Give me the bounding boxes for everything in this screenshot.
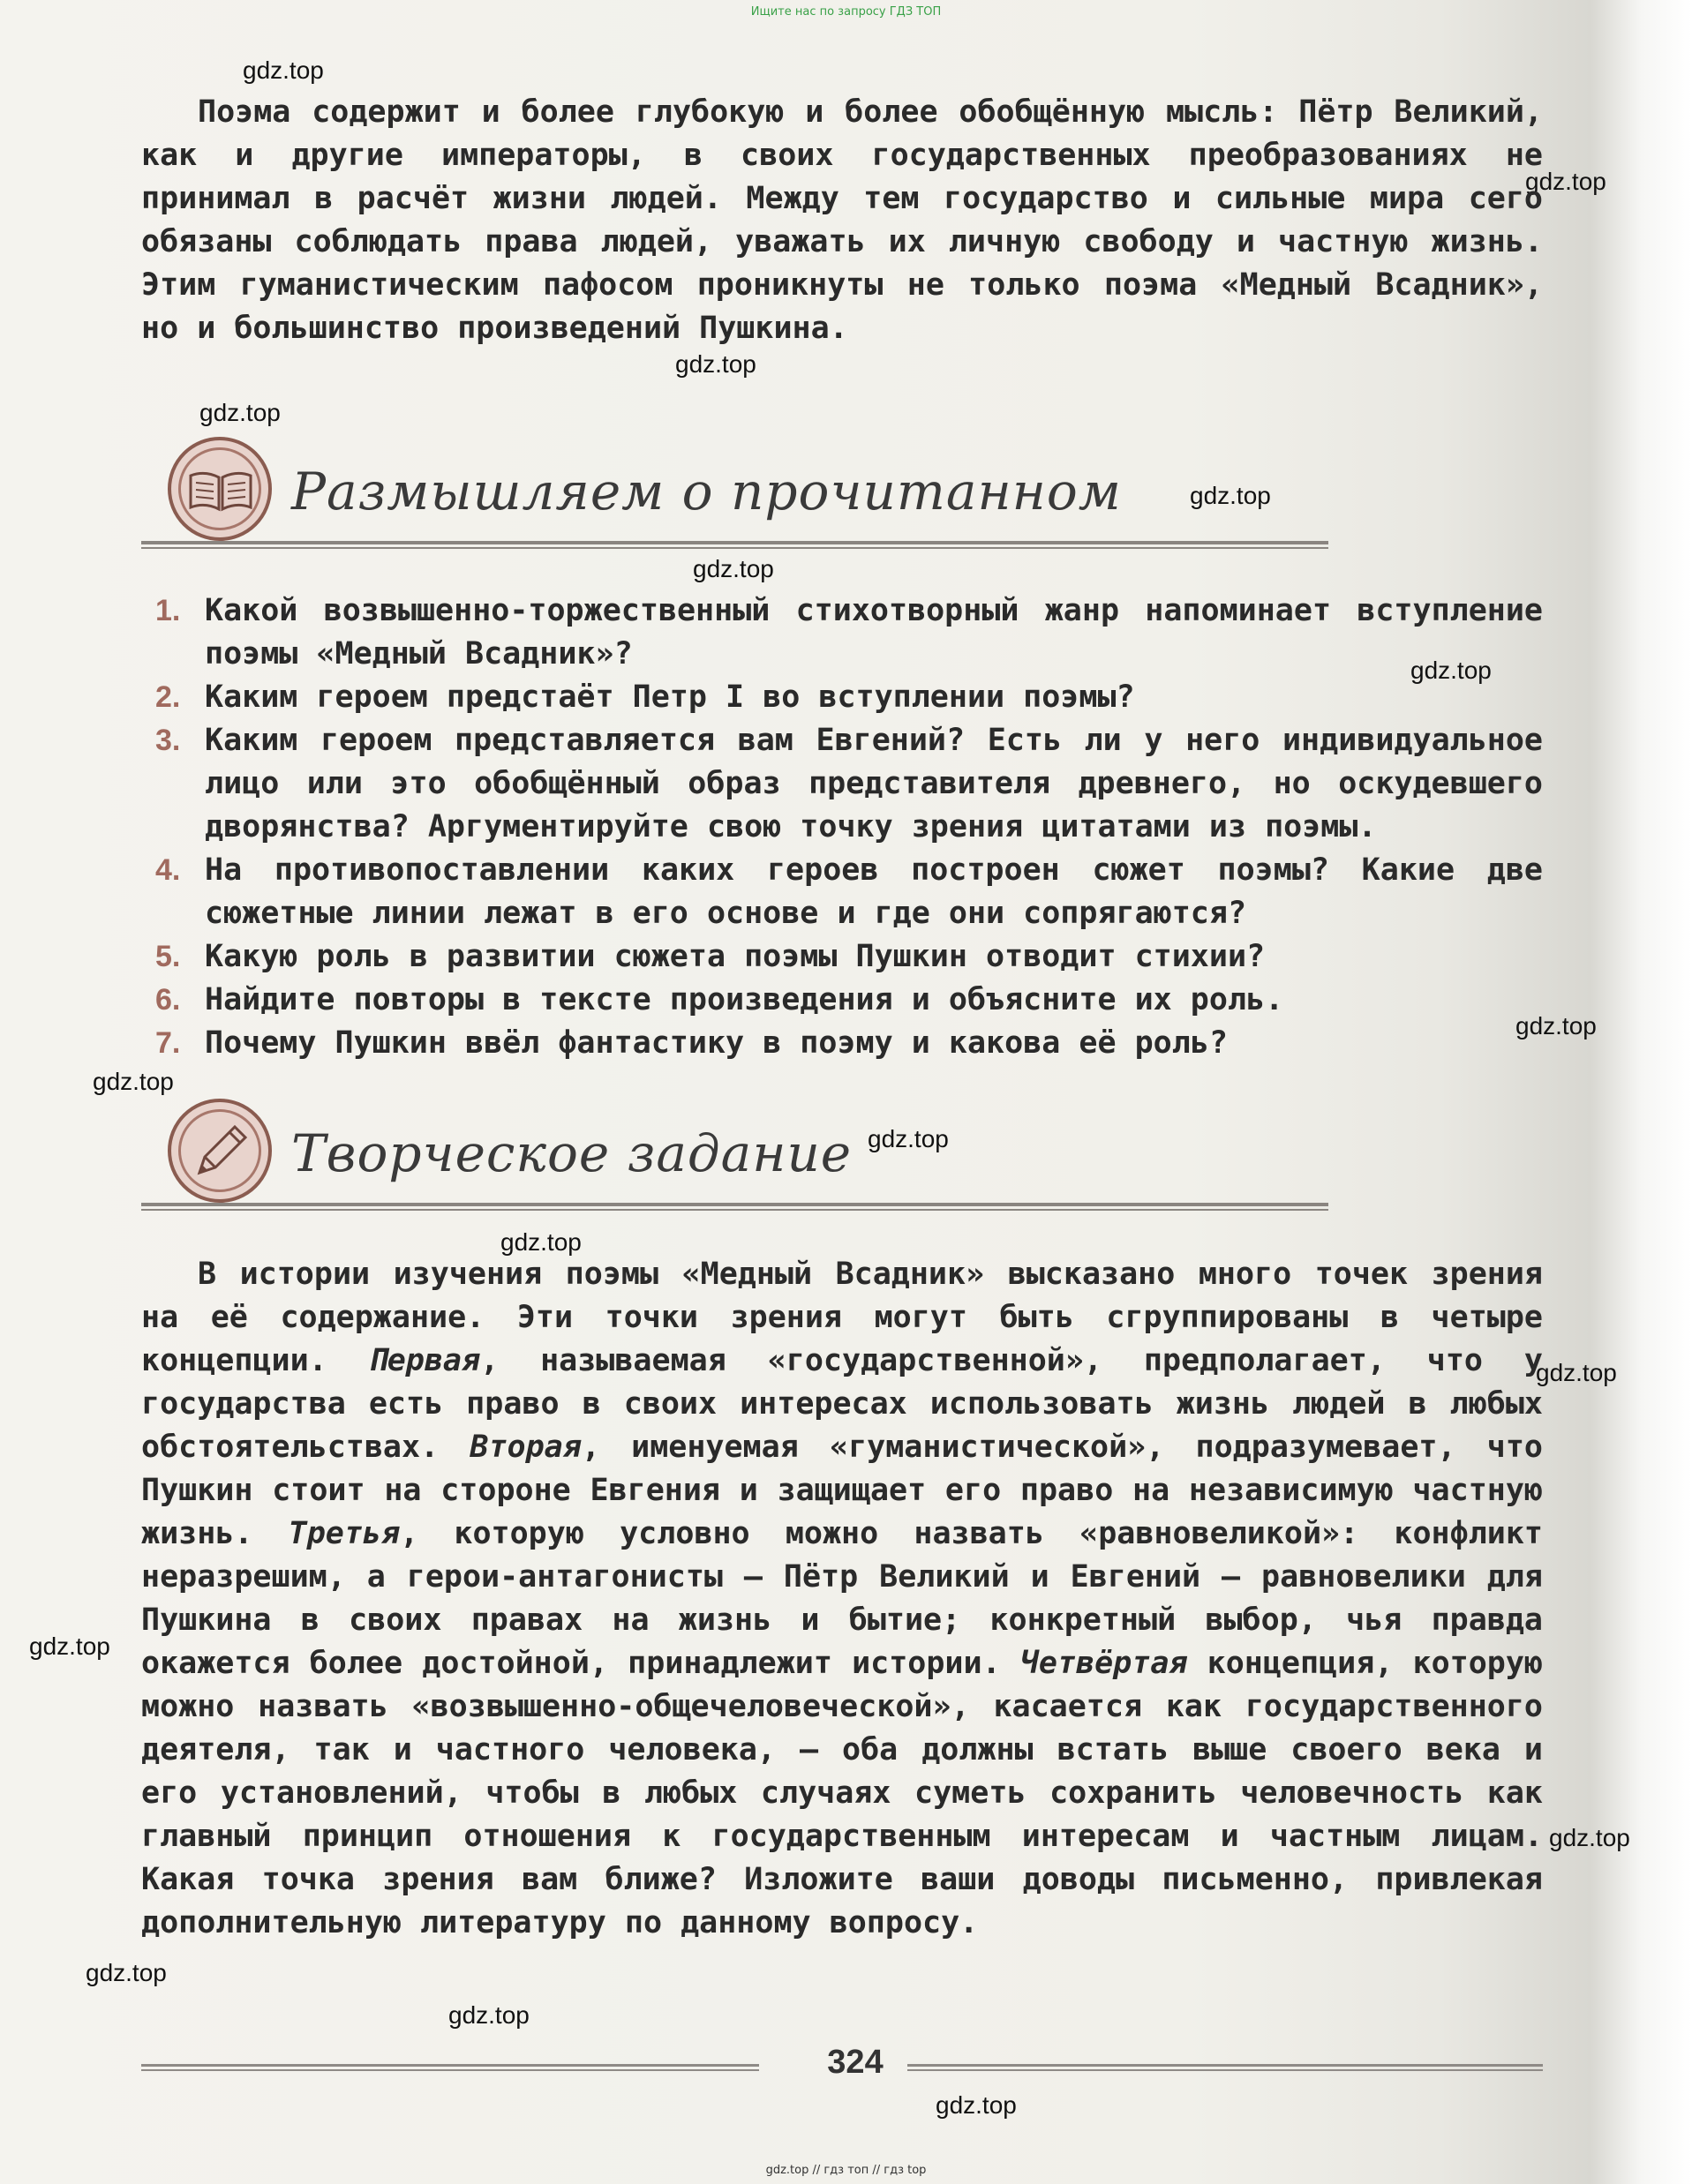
watermark: gdz.top bbox=[500, 1228, 582, 1256]
section-icon-badge bbox=[168, 1099, 272, 1203]
question-text: Почему Пушкин ввёл фантастику в поэму и какова её роль? bbox=[205, 1025, 1228, 1061]
concept-second: Вторая bbox=[470, 1430, 582, 1465]
watermark: gdz.top bbox=[93, 1068, 174, 1095]
page-number: 324 bbox=[827, 2044, 884, 2081]
watermark: gdz.top bbox=[1190, 482, 1271, 509]
question-text: Каким героем представляется вам Евгений? Есть ли у него индивидуальное лицо или это обобщённый образ представителя древнего, но оскудевшего дворянства? Аргументируйте свою точку зрения цитатами из поэмы. bbox=[205, 723, 1543, 844]
list-item bbox=[141, 935, 1543, 979]
question-number: 1. bbox=[155, 594, 181, 627]
section-heading-creative-task bbox=[141, 1099, 1333, 1213]
footer-links: gdz.top // гдз топ // гдз top bbox=[765, 2164, 927, 2177]
watermark: gdz.top bbox=[936, 2091, 1017, 2119]
question-text: Какой возвышенно-торжественный стихотворный жанр напоминает вступление поэмы «Медный Всадник»? bbox=[205, 593, 1543, 672]
watermark: gdz.top bbox=[1515, 1012, 1597, 1039]
section-title: Размышляем о прочитанном bbox=[291, 462, 1122, 522]
question-number: 5. bbox=[155, 940, 181, 973]
footer-rule-right bbox=[907, 2064, 1543, 2067]
watermark: gdz.top bbox=[1536, 1359, 1617, 1386]
text-run: , которую условно можно назвать «равновеликой»: конфликт неразрешим, а герои-антагонисты — Пётр Великий и Евгений — равновелики для Пушкина в своих правах на жизнь и бытие; конкретный выбор, чья правда окажется более достойной, принадлежит истории. bbox=[141, 1516, 1543, 1681]
section-icon-badge bbox=[168, 437, 272, 541]
list-item bbox=[141, 589, 1543, 676]
list-item bbox=[141, 979, 1543, 1022]
concept-first: Первая bbox=[368, 1343, 481, 1378]
question-number: 2. bbox=[155, 680, 181, 714]
watermark: gdz.top bbox=[243, 56, 324, 84]
open-book-icon bbox=[184, 453, 258, 527]
text-run: концепция, которую можно назвать «возвышенно-общечеловеческой», касается как государственного деятеля, так и частного человека, — оба должны встать выше своего века и его установлений, чтобы в любых случаях суметь сохранить человечность как главный принцип отношения к государственным интересам и частным лицам. Какая точка зрения вам ближе? Изложите ваши доводы письменно, привлекая дополнительную литературу по данному вопросу. bbox=[141, 1646, 1544, 1940]
question-number: 6. bbox=[155, 983, 181, 1017]
text-run: В истории изучения поэмы «Медный Всадник» высказано много точек зрения на её содержание. Эти точки зрения могут быть сгруппированы в четыре концепции. bbox=[141, 1257, 1543, 1378]
intro-paragraph: Поэма содержит и более глубокую и более обобщённую мысль: Пётр Великий, как и другие императоры, в своих государственных преобразованиях не принимал в расчёт жизни людей. Между тем государство и сильные мира сего обязаны соблюдать права людей, уважать их личную свободу и частную жизнь. Этим гуманистическим пафосом проникнуты не только поэма «Медный Всадник», но и большинство произведений Пушкина. bbox=[141, 94, 1543, 346]
watermark: gdz.top bbox=[675, 350, 756, 378]
question-number: 3. bbox=[155, 724, 181, 757]
section-title: Творческое задание bbox=[291, 1123, 853, 1183]
question-text: На противопоставлении каких героев построен сюжет поэмы? Какие две сюжетные линии лежат в его основе и где они сопрягаются? bbox=[205, 852, 1543, 931]
watermark: gdz.top bbox=[1410, 657, 1492, 684]
footer-rule-left bbox=[141, 2064, 759, 2067]
section-heading-reflection bbox=[141, 437, 1333, 552]
pencil-icon bbox=[184, 1115, 258, 1189]
watermark: gdz.top bbox=[86, 1959, 167, 1986]
watermark: gdz.top bbox=[868, 1125, 949, 1152]
concept-third: Третья bbox=[288, 1516, 401, 1551]
list-item bbox=[141, 719, 1543, 849]
question-text: Какую роль в развитии сюжета поэмы Пушкин отводит стихии? bbox=[205, 939, 1266, 974]
watermark: gdz.top bbox=[693, 555, 774, 582]
watermark: gdz.top bbox=[199, 399, 281, 426]
list-item bbox=[141, 676, 1543, 719]
watermark: gdz.top bbox=[1525, 168, 1606, 195]
list-item bbox=[141, 849, 1543, 935]
text-run: , называемая «государственной», предполагает, что у государства есть право в своих интересах использовать жизнь людей в любых обстоятельствах. bbox=[141, 1343, 1543, 1465]
question-number: 7. bbox=[155, 1026, 181, 1060]
footer-rule-right bbox=[907, 2069, 1543, 2071]
text-run: , именуемая «гуманистической», подразумевает, что Пушкин стоит на стороне Евгения и защищает его право на независимую частную жизнь. bbox=[141, 1430, 1543, 1551]
question-text: Найдите повторы в тексте произведения и объясните их роль. bbox=[205, 982, 1284, 1017]
question-text: Каким героем предстаёт Петр I во вступлении поэмы? bbox=[205, 679, 1135, 715]
creative-task-paragraph bbox=[141, 1253, 1543, 1945]
watermark: gdz.top bbox=[1549, 1824, 1630, 1851]
list-item bbox=[141, 1022, 1543, 1065]
question-number: 4. bbox=[155, 853, 181, 887]
top-banner: Ищите нас по запросу ГДЗ ТОП bbox=[750, 5, 942, 19]
watermark: gdz.top bbox=[29, 1632, 110, 1660]
watermark: gdz.top bbox=[448, 2001, 530, 2029]
concept-fourth: Четвёртая bbox=[1019, 1646, 1188, 1681]
footer-rule-left bbox=[141, 2069, 759, 2071]
question-list bbox=[141, 589, 1543, 1065]
